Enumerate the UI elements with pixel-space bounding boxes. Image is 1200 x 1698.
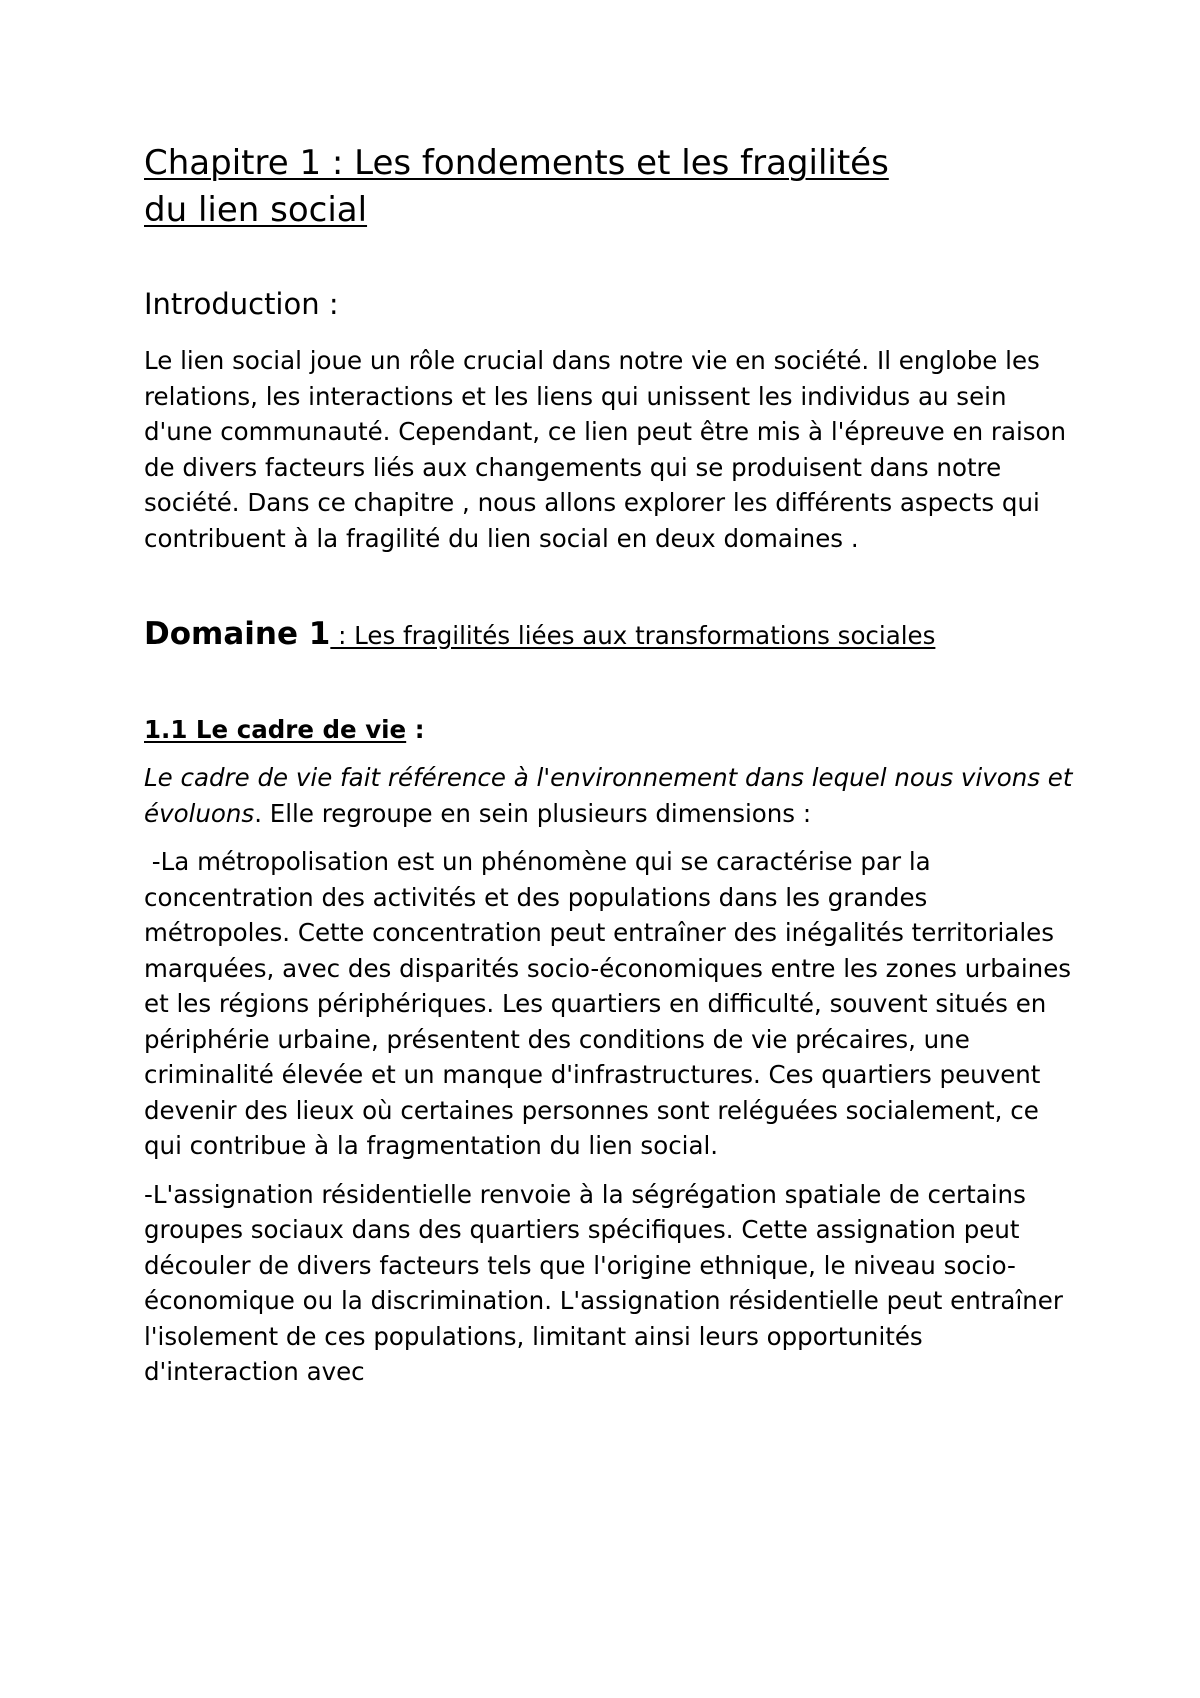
definition-italic: Le cadre de vie fait référence à l'environnement dans lequel nous vivons et évoluons — [144, 763, 1073, 828]
domain-1-label: Domaine 1 — [144, 616, 331, 652]
definition-rest: . Elle regroupe en sein plusieurs dimensions : — [254, 798, 812, 828]
document-page — [144, 140, 1079, 1390]
cadre-de-vie-definition — [144, 760, 1074, 831]
section-1-1-heading — [144, 712, 1074, 748]
chapter-title — [144, 140, 1074, 234]
domain-1-title: : Les fragilités liées aux transformations sociales — [330, 621, 936, 650]
assignation-paragraph: -L'assignation résidentielle renvoie à la ségrégation spatiale de certains groupes sociaux dans des quartiers spécifiques. Cette assignation peut découler de divers facteurs tels que l'origine ethnique, le niveau socio-économique ou la discrimination. L'assignation résidentielle peut entraîner l'isolement de ces populations, limitant ainsi leurs opportunités d'interaction avec — [144, 1179, 1063, 1386]
introduction-heading: Introduction : — [144, 287, 339, 321]
chapter-title-line-2: du lien social — [144, 190, 368, 230]
section-1-1-title: 1.1 Le cadre de vie — [144, 715, 407, 744]
domain-1-heading — [144, 614, 1074, 656]
introduction-paragraph: Le lien social joue un rôle crucial dans notre vie en société. Il englobe les relations, les interactions et les liens qui unissent les individus au sein d'une communauté. Cependant, ce lien peut être mis à l'épreuve en raison de divers facteurs liés aux changements qui se produisent dans notre société. Dans ce chapitre , nous allons explorer les différents aspects qui contribuent à la fragilité du lien social en deux domaines . — [144, 346, 1067, 553]
metropolisation-paragraph: -La métropolisation est un phénomène qui se caractérise par la concentration des activités et des populations dans les grandes métropoles. Cette concentration peut entraîner des inégalités territoriales marquées, avec des disparités socio-économiques entre les zones urbaines et les régions périphériques. Les quartiers en difficulté, souvent situés en périphérie urbaine, présentent des conditions de vie précaires, une criminalité élevée et un manque d'infrastructures. Ces quartiers peuvent devenir des lieux où certaines personnes sont reléguées socialement, ce qui contribue à la fragmentation du lien social. — [144, 847, 1079, 1160]
section-1-1-colon: : — [406, 715, 425, 744]
chapter-title-line-1: Chapitre 1 : Les fondements et les fragilités — [144, 143, 889, 183]
